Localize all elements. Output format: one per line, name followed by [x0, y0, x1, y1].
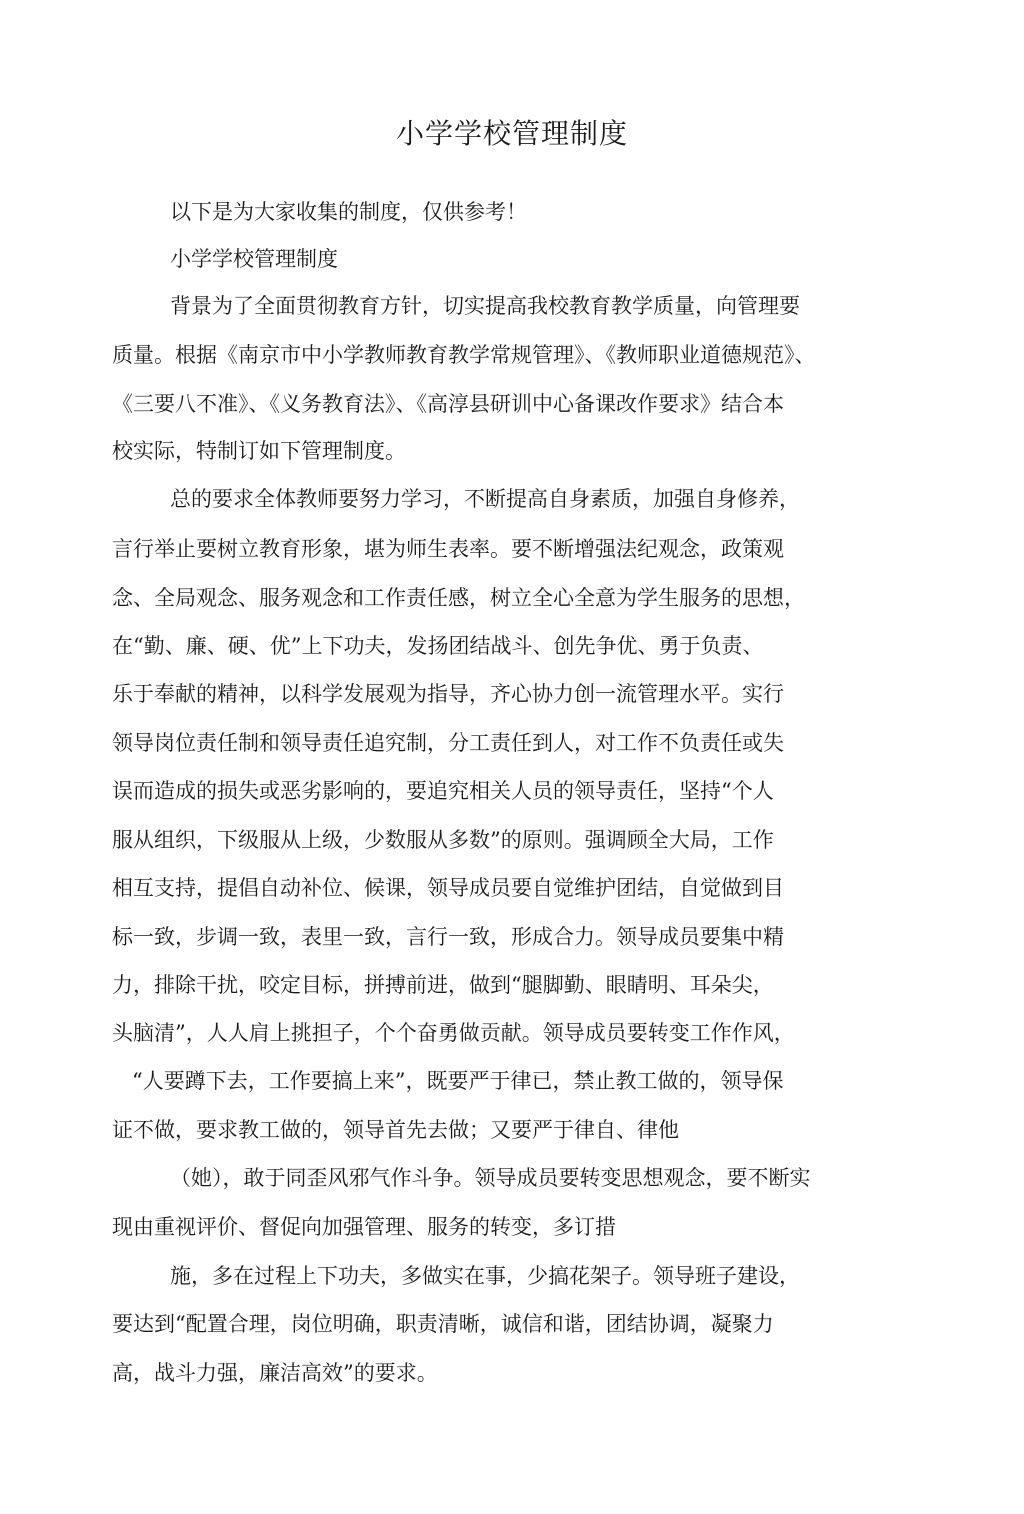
text-line: 证不做，要求教工做的，领导首先去做；又要严于律自、律他	[112, 1118, 679, 1142]
text-line: 要达到“配置合理，岗位明确，职责清晰，诚信和谐，团结协调，凝聚力	[112, 1312, 774, 1336]
text-line: 背景为了全面贯彻教育方针，切实提高我校教育教学质量，向管理要	[170, 294, 800, 318]
text-line: 高，战斗力强，廉洁高效”的要求。	[112, 1361, 438, 1385]
text-line: 以下是为大家收集的制度，仅供参考！	[170, 200, 527, 224]
text-line: “人要蹲下去，工作要搞上来”，既要严于律已，禁止教工做的，领导保	[132, 1069, 784, 1093]
text-line: 相互支持，提倡自动补位、候课，领导成员要自觉维护团结，自觉做到目	[112, 876, 784, 900]
text-line: 标一致，步调一致，表里一致，言行一致，形成合力。领导成员要集中精	[112, 925, 784, 949]
document-title: 小学学校管理制度	[395, 117, 628, 150]
text-line: （她），敢于同歪风邪气作斗争。领导成员要转变思想观念，要不断实	[170, 1166, 811, 1190]
text-line: 在“勤、廉、硬、优”上下功夫，发扬团结战斗、创先争优、勇于负责、	[112, 634, 764, 658]
text-line: 误而造成的损失或恶劣影响的，要追究相关人员的领导责任，坚持“个人	[112, 779, 774, 803]
text-line: 小学学校管理制度	[170, 247, 338, 271]
text-line: 《三要八不准》、《义务教育法》、《高淳县研训中心备课改作要求》结合本	[112, 392, 784, 416]
text-line: 服从组织，下级服从上级，少数服从多数”的原则。强调顾全大局，工作	[112, 828, 774, 852]
text-line: 现由重视评价、督促向加强管理、服务的转变，多订措	[112, 1215, 616, 1239]
text-line: 头脑清”，人人肩上挑担子，个个奋勇做贡献。领导成员要转变工作作风，	[112, 1021, 795, 1045]
text-line: 力，排除干扰，咬定目标，拼搏前进，做到“腿脚勤、眼睛明、耳朵尖，	[112, 973, 774, 997]
text-line: 总的要求全体教师要努力学习，不断提高自身素质，加强自身修养，	[170, 487, 800, 511]
text-line: 施，多在过程上下功夫，多做实在事，少搞花架子。领导班子建设，	[170, 1264, 800, 1288]
text-line: 念、全局观念、服务观念和工作责任感，树立全心全意为学生服务的思想，	[112, 586, 805, 610]
text-line: 校实际，特制订如下管理制度。	[112, 439, 406, 463]
text-line: 言行举止要树立教育形象，堪为师生表率。要不断增强法纪观念，政策观	[112, 537, 784, 561]
text-line: 领导岗位责任制和领导责任追究制，分工责任到人，对工作不负责任或失	[112, 731, 784, 755]
text-line: 乐于奉献的精神，以科学发展观为指导，齐心协力创一流管理水平。实行	[112, 682, 784, 706]
text-line: 质量。根据《南京市中小学教师教育教学常规管理》、《教师职业道德规范》、	[112, 343, 816, 367]
